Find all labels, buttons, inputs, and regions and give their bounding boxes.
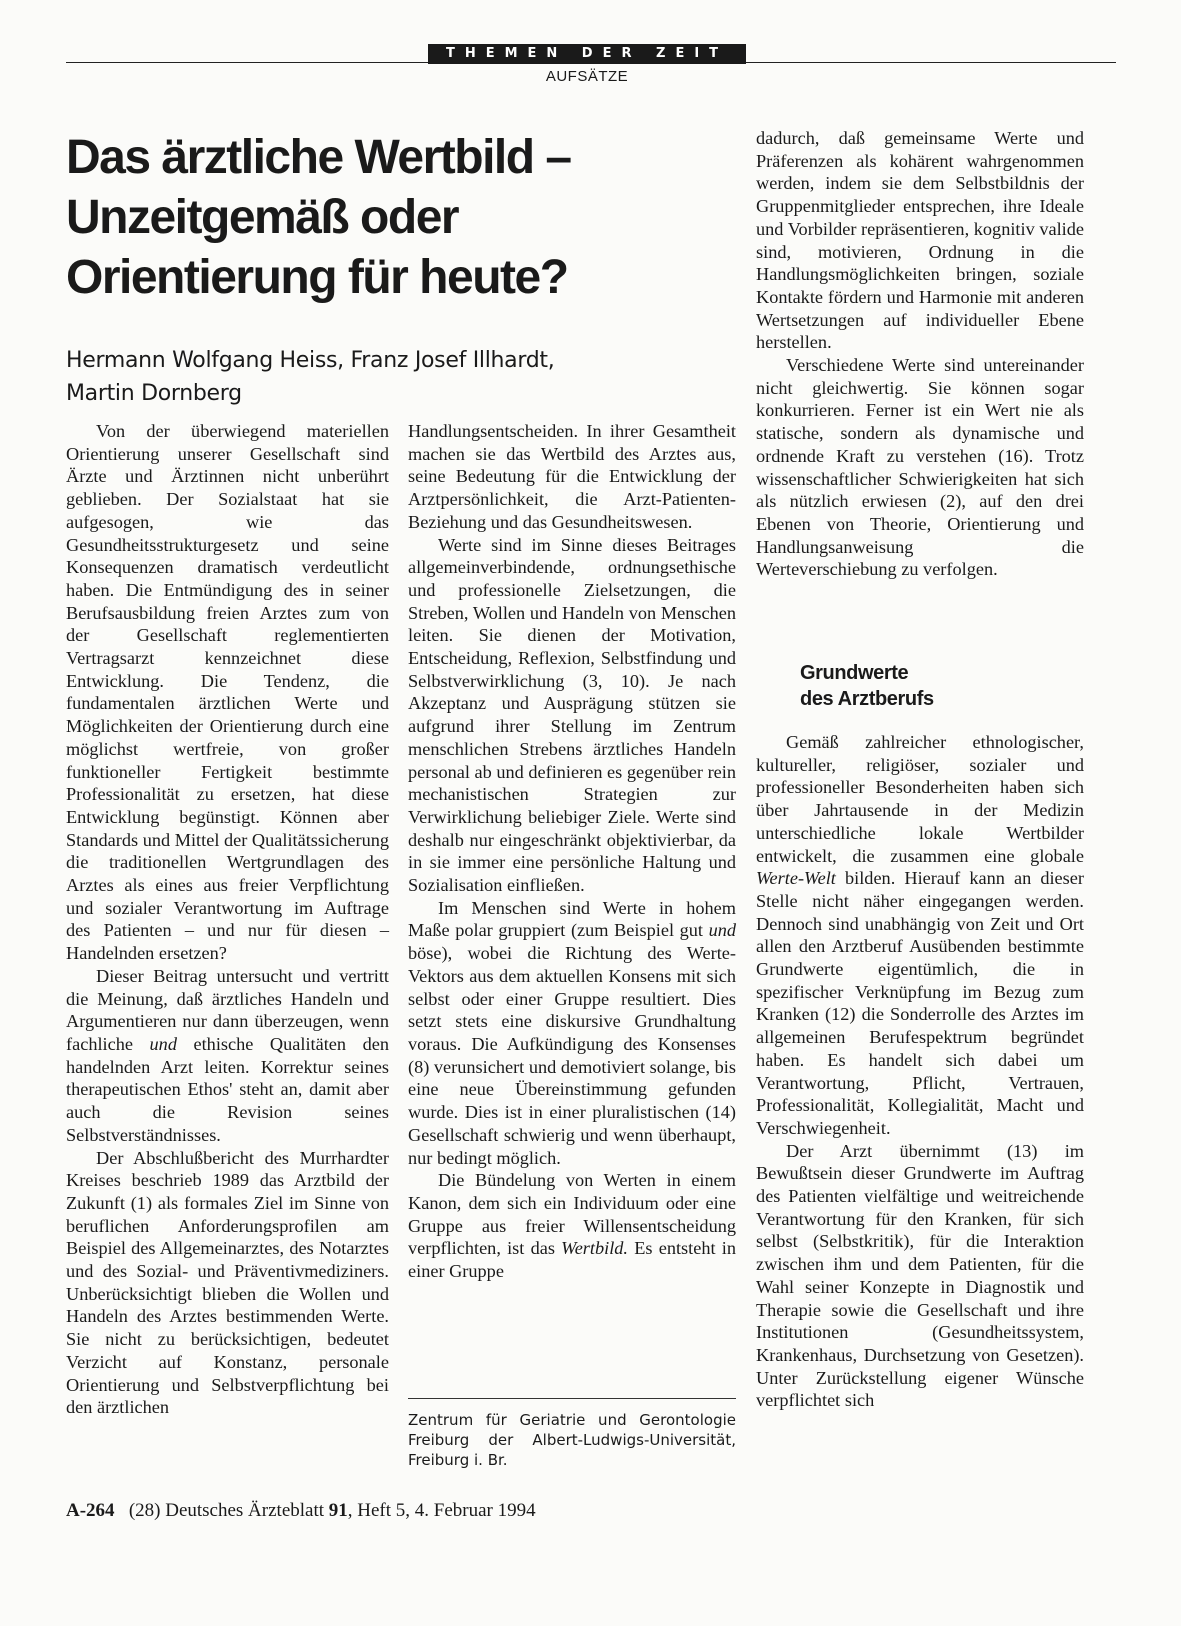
volume-number: 91 <box>328 1500 348 1521</box>
paragraph: dadurch, daß gemeinsame Werte und Präferenzen als kohärent wahrgenommen werden, indem sie dem Selbstbildnis der Gruppenmitglieder entsprechen, ihre Ideale und Vorbilder repräsentieren, kognitiv valide sind, motivieren, Ordnung in die Handlungsmöglichkeiten bringen, soziale Kontakte fördern und Harmonie mit anderen Wertsetzungen auf individueller Ebene herstellen. <box>756 128 1084 353</box>
text-run: Dieser Beitrag untersucht und vertritt die Meinung, daß ärztliches Handeln und Argumentieren nur dann überzeugen, wenn fachliche <box>66 965 389 1054</box>
page-number: (28) <box>128 1500 161 1521</box>
title-line: Das ärztliche Wertbild – <box>66 131 571 184</box>
section-label: THEMEN DER ZEIT <box>428 44 746 64</box>
text-run: Gemäß zahlreicher ethnologischer, kultureller, religiöser, sozialer und professioneller Besonderheiten haben sich über Jahrtausende in der Medizin unterschiedliche lokale Wertbilder entwickelt, die zusammen eine globale <box>756 732 1084 866</box>
page-footer <box>66 1500 766 1522</box>
authors-line: Hermann Wolfgang Heiss, Franz Josef Illhardt, <box>66 348 555 373</box>
article-title <box>66 128 746 308</box>
text-run: Die Bündelung von Werten in einem Kanon, dem sich ein Individuum oder eine Gruppe aus freier Willensentscheidung verpflichten, ist das <box>408 1170 736 1259</box>
text-run: Im Menschen sind Werte in hohem Maße polar gruppiert (zum Beispiel gut <box>408 897 736 941</box>
title-line: Orientierung für heute? <box>66 251 568 304</box>
journal-name: Deutsches Ärzteblatt <box>165 1500 325 1521</box>
article-authors <box>66 344 746 410</box>
affiliation-rule <box>408 1398 736 1399</box>
paragraph <box>408 897 736 1169</box>
text-run: Es entsteht in einer Gruppe <box>408 1238 736 1282</box>
text-run: bilden. Hierauf kann an dieser Stelle nicht näher eingegangen werden. Dennoch sind unabhängig von Zeit und Ort allen den Arztberuf Ausübenden bestimmte Grundwerte eigentümlich, die in spezifischer Verknüpfung im Bezug zum Kranken (12) die Sonderrolle des Arztes im allgemeinen Berufespektrum begründet haben. Es handelt sich dabei um Verantwortung, Pflicht, Vertrauen, Professionalität, Kollegialität, Macht und Verschwiegenheit. <box>756 868 1084 1138</box>
text-run: ethische Qualitäten den handelnden Arzt leiten. Korrektur seines therapeutischen Ethos' steht an, damit aber auch die Revision seines Selbstverständnisses. <box>66 1033 389 1145</box>
paragraph: Handlungsentscheiden. In ihrer Gesamtheit machen sie das Wertbild des Arztes aus, seine Bedeutung für die Entwicklung der Arztpersönlichkeit, die Arzt-Patienten-Beziehung und das Gesundheitswesen. <box>408 421 736 532</box>
section-heading <box>800 660 1080 712</box>
issue-date: , Heft 5, 4. Februar 1994 <box>347 1500 536 1521</box>
paragraph: Der Abschlußbericht des Murrhardter Kreises beschrieb 1989 das Arztbild der Zukunft (1) als formales Ziel im Sinne von beruflichen Anforderungsprofilen am Beispiel des Allgemeinarztes, des Notarztes und des Sozial- und Präventivmediziners. Unberücksichtigt blieben die Wollen und Handeln des Arztes bestimmenden Werte. Sie nicht zu berücksichtigen, bedeutet Verzicht auf Konstanz, personale Orientierung und Selbstverpflichtung bei den ärztlichen <box>66 1147 389 1418</box>
heading-line: Grundwerte <box>800 662 909 684</box>
emphasis: Wertbild. <box>561 1238 629 1259</box>
paragraph: Verschiedene Werte sind untereinander nicht gleichwertig. Sie können sogar konkurrieren. Ferner ist ein Wert nie als statische, sondern als dynamische und ordnende Kraft zu verstehen (16). Trotz wissenschaftlicher Schwierigkeiten hat sich als nützlich erwiesen (2), auf den drei Ebenen von Theorie, Orientierung und Handlungsanweisung die Werteverschiebung zu verfolgen. <box>756 355 1084 580</box>
text-run: böse), wobei die Richtung des Werte-Vektors aus dem aktuellen Konsens mit sich selbst oder einer Gruppe resultiert. Dies setzt stets eine diskursive Grundhaltung voraus. Die Aufkündigung des Konsenses (8) verunsichert und demotiviert solange, bis eine neue Übereinstimmung gefunden wurde. Dies ist in einer pluralistischen (14) Gesellschaft schwierig und wenn überhaupt, nur bedingt möglich. <box>408 943 736 1168</box>
paragraph: Von der überwiegend materiellen Orientierung unserer Gesellschaft sind Ärzte und Ärztinnen nicht unberührt geblieben. Der Sozialstaat hat sie aufgesogen, wie das Gesundheitsstrukturgesetz und seine Konsequenzen dramatisch verdeutlicht haben. Die Entmündigung des in seiner Berufsausbildung freien Arztes zum von der Gesellschaft reglementierten Vertragsarzt kennzeichnet diese Entwicklung. Die Tendenz, die fundamentalen ärztlichen Werte und Möglichkeiten der Orientierung durch eine möglichst wertfreie, von großer funktioneller Fertigkeit bestimmte Professionalität zu ersetzen, hat diese Entwicklung begünstigt. Können aber Standards und Mittel der Qualitätssicherung die traditionellen Wertgrundlagen des Arztes als eines aus freier Verpflichtung und sozialer Verantwortung im Auftrage des Patienten – und nur für diesen – Handelnden ersetzen? <box>66 421 389 964</box>
paragraph <box>408 1169 736 1283</box>
author-affiliation: Zentrum für Geriatrie und Gerontologie Freiburg der Albert-Ludwigs-Universität, Freiburg i. Br. <box>408 1411 736 1469</box>
subsection-label: AUFSÄTZE <box>545 68 629 85</box>
page-id: A-264 <box>66 1500 115 1521</box>
paragraph: Werte sind im Sinne dieses Beitrages allgemeinverbindende, ordnungsethische und professionelle Zielsetzungen, die Streben, Wollen und Handeln von Menschen leiten. Sie dienen der Motivation, Entscheidung, Reflexion, Selbstfindung und Selbstverwirklichung (3, 10). Je nach Akzeptanz und Ausprägung stützen sie aufgrund ihrer Stellung im Zentrum menschlichen Strebens ärztliches Handeln personal ab und definieren es gegenüber rein mechanistischen Strategien zur Verwirklichung beliebiger Ziele. Werte sind deshalb nur eingeschränkt objektivierbar, da in sie immer eine persönliche Haltung und Sozialisation einfließen. <box>408 534 736 896</box>
heading-line: des Arztberufs <box>800 688 934 710</box>
emphasis: Werte-Welt <box>756 868 836 889</box>
title-line: Unzeitgemäß oder <box>66 191 459 244</box>
text-column-3-bottom <box>756 731 1084 1412</box>
paragraph <box>66 965 389 1147</box>
text-column-3-top <box>756 127 1084 581</box>
paragraph <box>756 731 1084 1140</box>
authors-line: Martin Dornberg <box>66 381 242 406</box>
emphasis: und <box>708 920 736 941</box>
paragraph: Der Arzt übernimmt (13) im Bewußtsein dieser Grundwerte im Auftrag des Patienten vielfältige und weitreichende Verantwortung für den Kranken, für sich selbst (Selbstkritik), für die Interaktion zwischen ihm und dem Patienten, für die Wahl seiner Konzepte in Diagnostik und Therapie sowie die Gesellschaft und ihre Institutionen (Gesundheitssystem, Krankenhaus, Durchsetzung von Gesetzen). Unter Zurückstellung eigener Wünsche verpflichtet sich <box>756 1140 1084 1411</box>
text-column-2 <box>408 420 736 1283</box>
emphasis: und <box>149 1033 177 1054</box>
text-column-1 <box>66 420 389 1419</box>
